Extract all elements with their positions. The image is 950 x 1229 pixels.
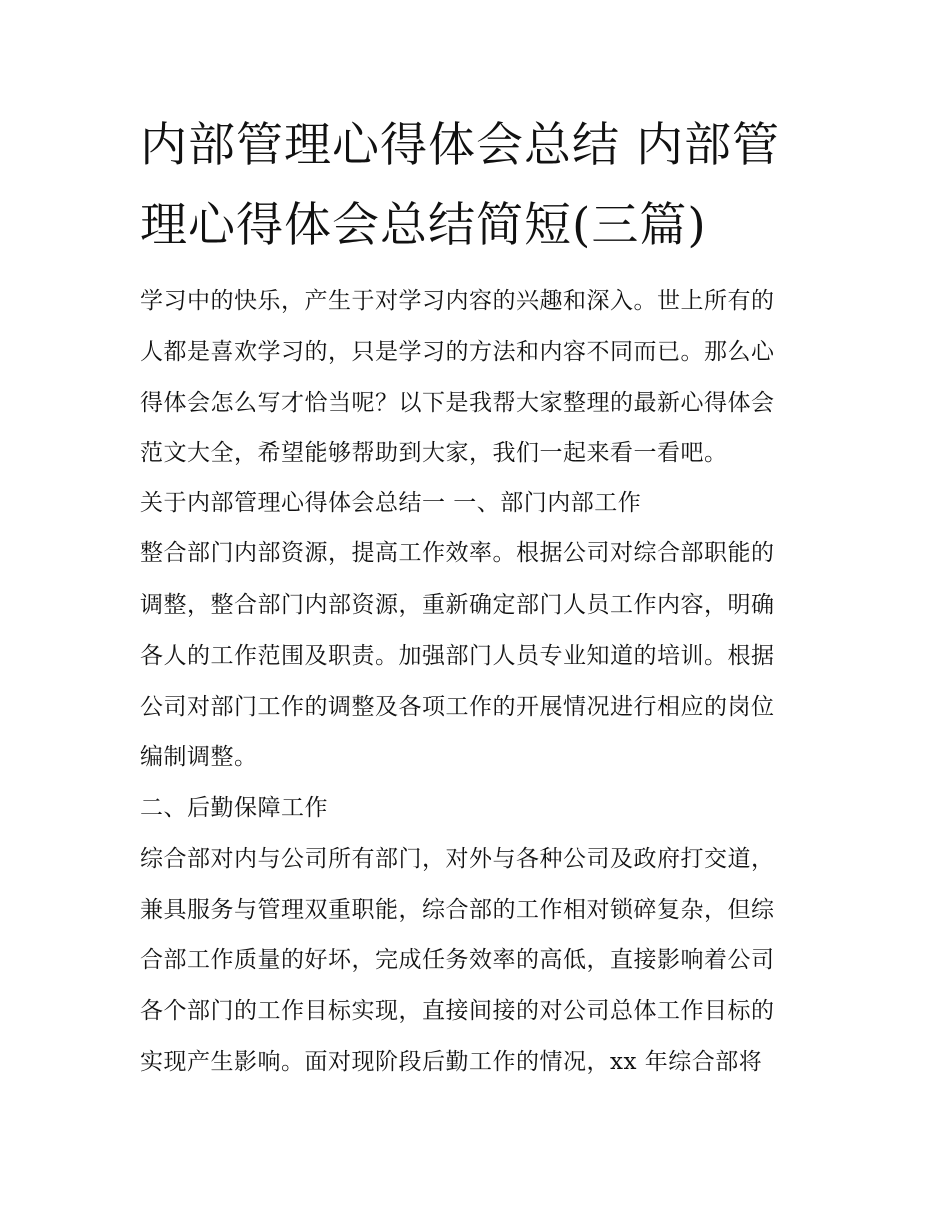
body-line: 学习中的快乐，产生于对学习内容的兴趣和深入。世上所有的 [140, 288, 775, 314]
body-line: 各人的工作范围及职责。加强部门人员专业知道的培训。根据 [140, 643, 775, 669]
body-line: 综合部对内与公司所有部门，对外与各种公司及政府打交道， [140, 846, 775, 872]
body-line: 整合部门内部资源，提高工作效率。根据公司对综合部职能的 [140, 540, 775, 566]
body-line: 范文大全，希望能够帮助到大家，我们一起来看一看吧。 [140, 440, 728, 466]
body-line: 兼具服务与管理双重职能，综合部的工作相对锁碎复杂，但综 [140, 897, 775, 923]
section-heading-1: 关于内部管理心得体会总结一 一、部门内部工作 [140, 490, 642, 516]
document-title-line-1: 内部管理心得体会总结 内部管 [140, 118, 780, 173]
body-line: 得体会怎么写才恰当呢？以下是我帮大家整理的最新心得体会 [140, 390, 775, 416]
body-line: 实现产生影响。面对现阶段后勤工作的情况，xx 年综合部将 [140, 1049, 763, 1075]
body-line: 合部工作质量的好坏，完成任务效率的高低，直接影响着公司 [140, 947, 775, 973]
body-line: 人都是喜欢学习的，只是学习的方法和内容不同而已。那么心 [140, 339, 775, 365]
body-line: 公司对部门工作的调整及各项工作的开展情况进行相应的岗位 [140, 694, 775, 720]
document-title-line-2: 理心得体会总结简短(三篇) [140, 198, 707, 253]
body-line: 调整，整合部门内部资源，重新确定部门人员工作内容，明确 [140, 592, 775, 618]
body-line: 各个部门的工作目标实现，直接间接的对公司总体工作目标的 [140, 998, 775, 1024]
body-line: 编制调整。 [140, 744, 258, 770]
section-heading-2: 二、后勤保障工作 [140, 795, 328, 821]
